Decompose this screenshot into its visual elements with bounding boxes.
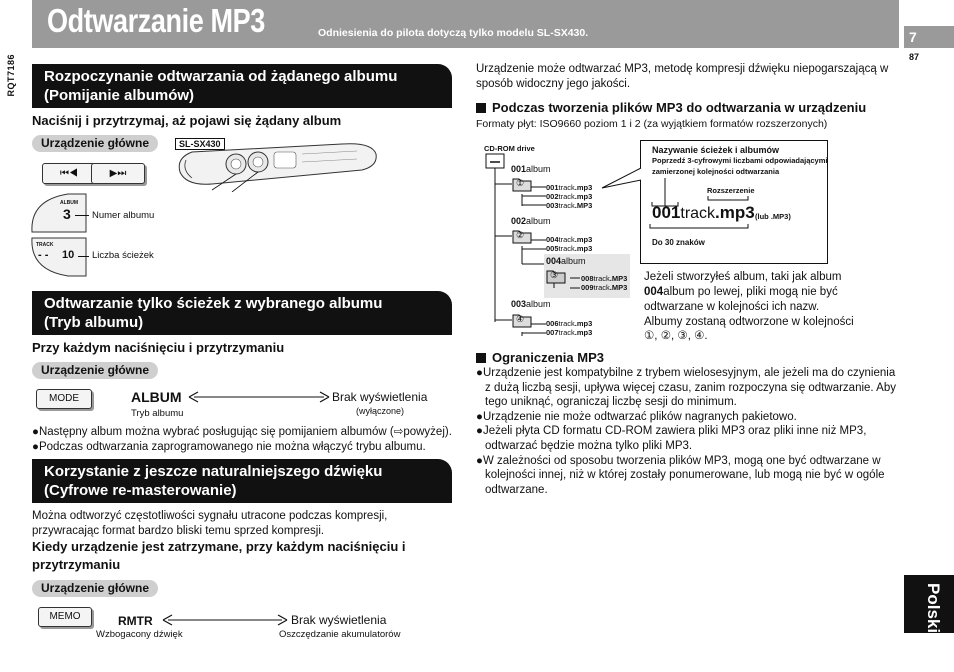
language-label: Polski	[924, 583, 943, 634]
page-number: 7	[909, 29, 917, 45]
list-item-text: Urządzenie nie może odtwarzać plików nagranych pakietowo.	[482, 410, 797, 423]
file-label: 008track.MP3	[581, 274, 628, 283]
naming-title: Nazywanie ścieżek i albumów	[652, 145, 780, 155]
skip-forward-icon: ▶⏭	[109, 168, 127, 179]
album-display-illustration	[28, 192, 88, 234]
remaster-instruction-line2: przytrzymaniu	[32, 557, 121, 572]
album-number-leader	[75, 215, 89, 216]
section-title-line: Rozpoczynanie odtwarzania od żądanego albumu	[44, 68, 398, 85]
file-label: 001track.mp3	[546, 183, 593, 192]
square-bullet-icon	[476, 103, 486, 113]
track-tag: TRACK	[36, 242, 54, 248]
no-display-label: Brak wyświetlenia	[291, 613, 387, 627]
album-order-note-line4: Albumy zostaną odtworzone w kolejności	[644, 316, 854, 328]
main-unit-label: Urządzenie główne	[32, 135, 158, 152]
list-item: ●W zależności od sposobu tworzenia plików MP3, mogą one być odtwarzane w kolejności innej, niż w której zostały ponumerowane, lub mogą nie być w ogóle odtwarzane.	[476, 454, 885, 496]
page-subnumber: 87	[909, 52, 920, 62]
section-remaster-heading	[32, 459, 452, 503]
skip-back-button[interactable]	[42, 163, 96, 184]
file-label: 006track.mp3	[546, 319, 593, 328]
main-unit-label: Urządzenie główne	[32, 580, 158, 597]
album-badge: ②	[516, 230, 525, 240]
example-number: 001	[652, 203, 681, 222]
mode-button-label: MODE	[49, 393, 79, 404]
model-label: SL-SX430	[175, 138, 225, 150]
cdrom-drive-label: CD-ROM drive	[484, 144, 535, 153]
mode-button[interactable]	[36, 389, 92, 409]
album-badge: ③	[550, 270, 559, 280]
track-number: 10	[62, 249, 75, 261]
remaster-instruction-line1: Kiedy urządzenie jest zatrzymane, przy każdym naciśnięciu i	[32, 539, 406, 554]
file-label: 002track.mp3	[546, 192, 593, 201]
album-skip-instruction: Naciśnij i przytrzymaj, aż pojawi się żądany album	[32, 113, 342, 128]
album-badge: ④	[516, 314, 525, 324]
file-label: 009track.MP3	[581, 283, 628, 292]
example-extension: .mp3	[715, 203, 755, 222]
album-order-note-line5: ①, ②, ③, ④.	[644, 330, 708, 342]
skip-forward-button[interactable]	[91, 163, 145, 184]
album-indicator: ALBUM	[131, 389, 182, 405]
album-label: 002album	[511, 216, 551, 226]
list-item: ●Jeżeli płyta CD formatu CD-ROM zawiera pliki MP3 oraz pliki inne niż MP3, odtwarzać będzie można tylko pliki MP3.	[476, 425, 867, 452]
rmtr-indicator: RMTR	[118, 614, 153, 628]
document-code: RQT7186	[6, 54, 16, 97]
off-label: (wyłączone)	[356, 406, 405, 416]
naming-example	[652, 203, 755, 223]
album-mode-instruction: Przy każdym naciśnięciu i przytrzymaniu	[32, 340, 285, 355]
heading-text: Ograniczenia MP3	[492, 350, 604, 365]
mp3-creation-heading	[476, 100, 866, 115]
naming-desc-line2: zamierzonej kolejności odtwarzania	[652, 167, 780, 176]
album-label: 003album	[511, 299, 551, 309]
page-title: Odtwarzanie MP3	[47, 2, 265, 39]
album-order-note-line1: Jeżeli stworzyłeś album, taki jak album	[644, 271, 842, 283]
mp3-limits-list	[476, 366, 900, 497]
file-label: 004track.mp3	[546, 235, 593, 244]
section-title-line: Odtwarzanie tylko ścieżek z wybranego albumu	[44, 295, 383, 312]
list-item-text: Jeżeli płyta CD formatu CD-ROM zawiera pliki MP3 oraz pliki inne niż MP3, odtwarzać będzie można tylko pliki MP3.	[482, 425, 867, 452]
extension-label: Rozszerzenie	[707, 186, 755, 195]
album-mode-label: Tryb albumu	[131, 408, 184, 419]
album-tag: ALBUM	[60, 200, 79, 206]
album-label: 004album	[546, 256, 586, 266]
max-characters-label: Do 30 znaków	[652, 238, 705, 247]
disc-formats: Formaty płyt: ISO9660 poziom 1 i 2 (za wyjątkiem formatów rozszerzonych)	[476, 118, 828, 130]
list-item-text: W zależności od sposobu tworzenia plików MP3, mogą one być odtwarzane w kolejności innej, niż w której zostały ponumerowane, lub mogą nie być w ogóle odtwarzane.	[482, 454, 885, 496]
album-number-label: Numer albumu	[92, 210, 155, 221]
album-label: 001album	[511, 164, 551, 174]
main-unit-label: Urządzenie główne	[32, 362, 158, 379]
file-label: 005track.mp3	[546, 244, 593, 253]
skip-back-icon: ⏮◀	[60, 168, 78, 179]
list-item-text: Podczas odtwarzania zaprogramowanego nie można włączyć trybu albumu.	[38, 440, 426, 453]
list-item-text: Urządzenie jest kompatybilne z trybem wielosesyjnym, ale jeżeli ma do czynienia z dużą liczbą sesji, upływa więcej czasu, zanim rozpoczyna się odtwarzanie. Aby tego uniknąć, ograniczaj liczbę sesji do minimum.	[482, 367, 896, 409]
remaster-description: Można odtworzyć częstotliwości sygnału utracone podczas kompresji, przywracając format bardzo bliski temu sprzed kompresji.	[32, 510, 388, 537]
list-item: ●Urządzenie nie może odtwarzać plików nagranych pakietowo.	[476, 410, 797, 423]
example-name: track	[680, 205, 716, 222]
remote-control-illustration	[172, 140, 382, 192]
alt-extension-label: (lub .MP3)	[755, 212, 791, 221]
heading-text: Podczas tworzenia plików MP3 do odtwarzania w urządzeniu	[492, 100, 867, 115]
no-display-label: Brak wyświetlenia	[332, 390, 428, 404]
naming-desc-line1: Poprzedź 3-cyfrowymi liczbami odpowiadającymi	[652, 156, 828, 165]
track-count-leader	[78, 256, 89, 257]
track-dashes: - -	[38, 249, 49, 261]
toggle-arrow-icon	[188, 391, 330, 403]
album-order-note-line2: 004album po lewej, pliki mogą nie być	[644, 286, 838, 298]
list-item: ●Podczas odtwarzania zaprogramowanego nie można włączyć trybu albumu.	[32, 440, 426, 453]
rmtr-label: Wzbogacony dźwięk	[96, 629, 183, 640]
square-bullet-icon	[476, 353, 486, 363]
album-badge: ①	[516, 178, 525, 188]
mp3-intro: Urządzenie może odtwarzać MP3, metodę kompresji dźwięku niepogarszającą w sposób widoczny jego jakości.	[476, 63, 889, 90]
section-album-skip-heading	[32, 64, 452, 108]
memo-button-label: MEMO	[49, 611, 81, 622]
battery-saving-label: Oszczędzanie akumulatorów	[279, 629, 401, 640]
callout-pointer	[600, 166, 642, 190]
list-item: ●Następny album można wybrać posługując się pomijaniem albumów (⇨powyżej).	[32, 426, 452, 438]
section-title-line: (Tryb albumu)	[44, 314, 144, 331]
track-count-label: Liczba ścieżek	[92, 250, 154, 261]
section-title-line: Korzystanie z jeszcze naturalniejszego dźwięku	[44, 463, 383, 480]
toggle-arrow-icon	[162, 614, 288, 626]
album-mode-notes	[32, 425, 457, 454]
list-item-text: Następny album można wybrać posługując się pomijaniem albumów (⇨powyżej).	[38, 426, 452, 438]
list-item: ●Urządzenie jest kompatybilne z trybem wielosesyjnym, ale jeżeli ma do czynienia z dużą liczbą sesji, upływa więcej czasu, zanim rozpoczyna się odtwarzanie. Aby tego uniknąć, ograniczaj liczbę sesji do minimum.	[476, 367, 896, 409]
section-title-line: (Cyfrowe re-masterowanie)	[44, 482, 237, 499]
mp3-limits-heading	[476, 350, 604, 365]
file-label: 007track.mp3	[546, 328, 593, 337]
album-order-note-line3: odtwarzane w kolejności ich nazw.	[644, 301, 820, 313]
album-number: 3	[63, 206, 71, 222]
section-album-mode-heading	[32, 291, 452, 335]
memo-button[interactable]	[38, 607, 92, 627]
header-note: Odniesienia do pilota dotyczą tylko modelu SL-SX430.	[318, 27, 589, 39]
file-label: 003track.MP3	[546, 201, 593, 210]
section-title-line: (Pomijanie albumów)	[44, 87, 195, 104]
